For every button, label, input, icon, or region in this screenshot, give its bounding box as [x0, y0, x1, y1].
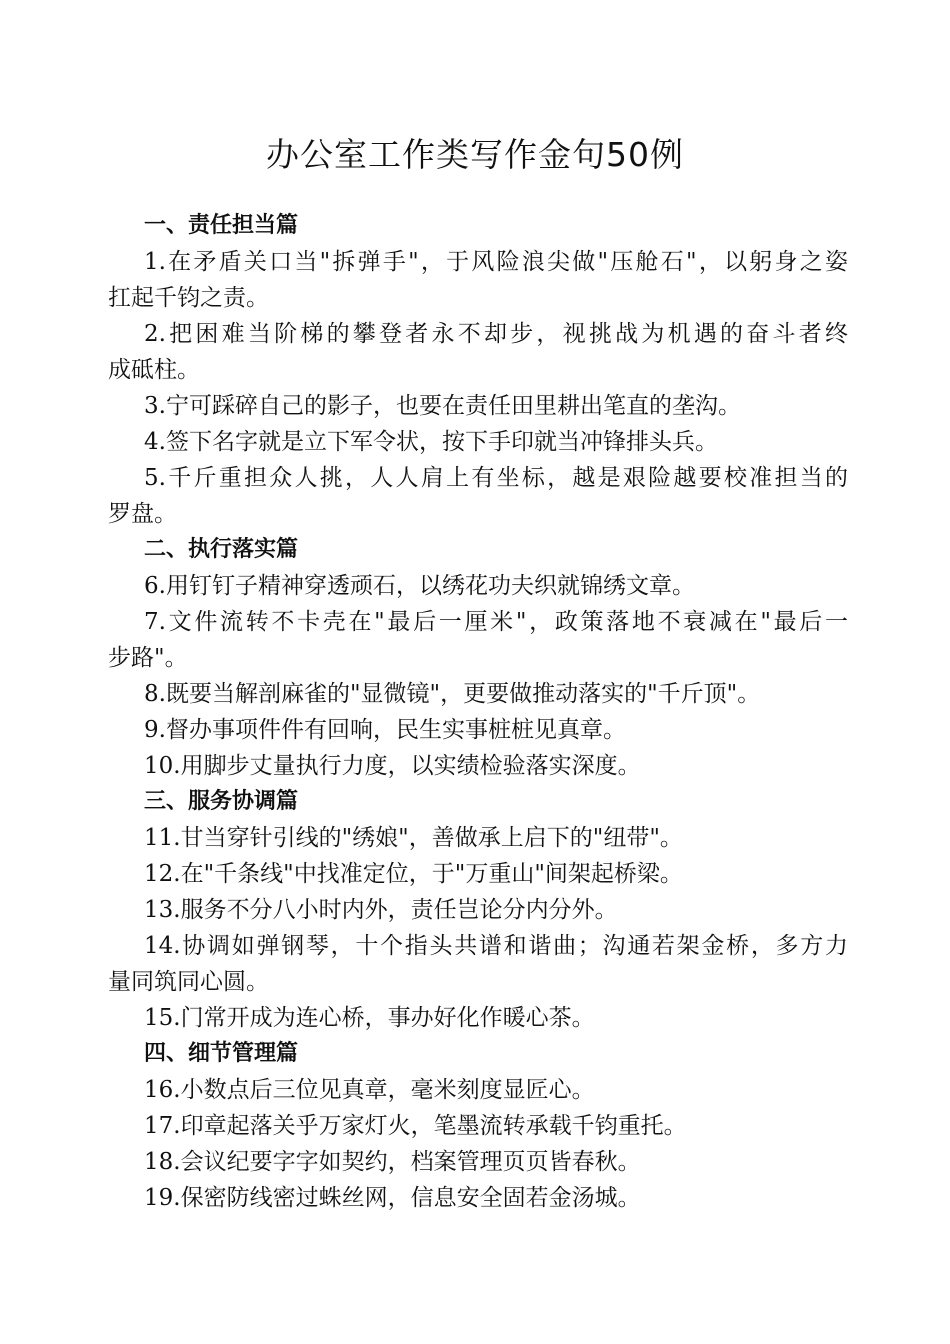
paragraph-line: 17.印章起落关乎万家灯火，笔墨流转承载千钧重托。 — [144, 1113, 687, 1139]
paragraph-line: 10.用脚步丈量执行力度，以实绩检验落实深度。 — [144, 753, 641, 779]
paragraph-line: 15.门常开成为连心桥，事办好化作暖心茶。 — [144, 1005, 595, 1031]
paragraph-line: 6.用钉钉子精神穿透顽石，以绣花功夫织就锦绣文章。 — [144, 573, 695, 599]
document-body — [108, 208, 848, 1216]
paragraph-line: 步路"。 — [108, 645, 188, 671]
paragraph-line: 7.文件流转不卡壳在"最后一厘米"，政策落地不衰减在"最后一 — [144, 609, 848, 635]
paragraph-line: 3.宁可踩碎自己的影子，也要在责任田里耕出笔直的垄沟。 — [144, 393, 741, 419]
paragraph-line: 量同筑同心圆。 — [108, 969, 269, 995]
document-title: 办公室工作类写作金句50例 — [266, 135, 684, 174]
paragraph-line: 罗盘。 — [108, 501, 177, 527]
paragraph-line: 9.督办事项件件有回响，民生实事桩桩见真章。 — [144, 717, 626, 743]
paragraph-line: 扛起千钧之责。 — [108, 285, 269, 311]
paragraph-line: 1.在矛盾关口当"拆弹手"，于风险浪尖做"压舱石"，以躬身之姿 — [144, 249, 848, 275]
section-heading: 一、责任担当篇 — [144, 213, 299, 238]
paragraph-line: 18.会议纪要字字如契约，档案管理页页皆春秋。 — [144, 1149, 641, 1175]
paragraph-line: 14.协调如弹钢琴，十个指头共谱和谐曲；沟通若架金桥，多方力 — [144, 933, 848, 959]
section-heading: 二、执行落实篇 — [144, 537, 299, 562]
paragraph-line: 13.服务不分八小时内外，责任岂论分内分外。 — [144, 897, 618, 923]
paragraph-line: 16.小数点后三位见真章，毫米刻度显匠心。 — [144, 1077, 595, 1103]
paragraph-line: 19.保密防线密过蛛丝网，信息安全固若金汤城。 — [144, 1185, 641, 1211]
section-heading: 三、服务协调篇 — [144, 789, 299, 814]
paragraph-line: 4.签下名字就是立下军令状，按下手印就当冲锋排头兵。 — [144, 429, 718, 455]
section-heading: 四、细节管理篇 — [144, 1041, 299, 1066]
paragraph-line: 成砥柱。 — [108, 357, 200, 383]
paragraph-line: 8.既要当解剖麻雀的"显微镜"，更要做推动落实的"千斤顶"。 — [144, 681, 761, 707]
paragraph-line: 12.在"千条线"中找准定位，于"万重山"间架起桥梁。 — [144, 861, 683, 887]
paragraph-line: 11.甘当穿针引线的"绣娘"，善做承上启下的"纽带"。 — [144, 825, 683, 851]
paragraph-line: 5.千斤重担众人挑，人人肩上有坐标，越是艰险越要校准担当的 — [144, 465, 848, 491]
paragraph-line: 2.把困难当阶梯的攀登者永不却步，视挑战为机遇的奋斗者终 — [144, 321, 848, 347]
